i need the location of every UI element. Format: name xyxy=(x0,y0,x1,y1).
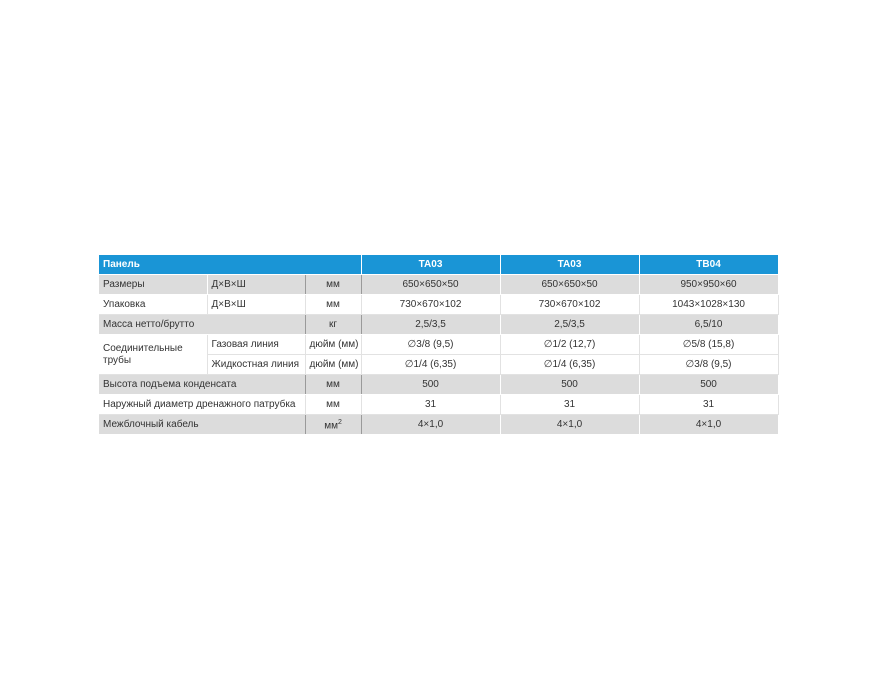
row-label: Масса нетто/брутто xyxy=(99,315,305,335)
table-row-dimensions xyxy=(99,275,778,295)
row-unit: мм xyxy=(305,275,361,295)
row-label: Наружный диаметр дренажного патрубка xyxy=(99,395,305,415)
row-sublabel: Д×В×Ш xyxy=(207,295,305,315)
header-row xyxy=(99,255,778,275)
row-sublabel: Газовая линия xyxy=(207,335,305,355)
value-cell: ∅1/2 (12,7) xyxy=(500,335,639,355)
unit-superscript: 2 xyxy=(337,418,342,426)
value-cell: ∅3/8 (9,5) xyxy=(639,355,778,375)
row-unit: мм xyxy=(305,375,361,395)
value-cell: 650×650×50 xyxy=(500,275,639,295)
value-cell: 31 xyxy=(500,395,639,415)
value-cell: ∅5/8 (15,8) xyxy=(639,335,778,355)
value-cell: 730×670×102 xyxy=(500,295,639,315)
table-row-drain xyxy=(99,395,778,415)
row-unit xyxy=(305,415,361,435)
value-cell: 950×950×60 xyxy=(639,275,778,295)
value-cell: 4×1,0 xyxy=(361,415,500,435)
model-header-2: TA03 xyxy=(500,255,639,275)
header-label: Панель xyxy=(99,255,361,275)
row-label: Размеры xyxy=(99,275,207,295)
value-cell: 6,5/10 xyxy=(639,315,778,335)
row-unit: мм xyxy=(305,295,361,315)
unit-text: мм xyxy=(324,420,338,432)
value-cell: 2,5/3,5 xyxy=(361,315,500,335)
row-unit: дюйм (мм) xyxy=(305,355,361,375)
value-cell: ∅1/4 (6,35) xyxy=(361,355,500,375)
value-cell: 500 xyxy=(639,375,778,395)
table-row-weight xyxy=(99,315,778,335)
row-label: Упаковка xyxy=(99,295,207,315)
row-label: Высота подъема конденсата xyxy=(99,375,305,395)
table-row-pipes-gas xyxy=(99,335,778,355)
model-header-1: TA03 xyxy=(361,255,500,275)
row-sublabel: Д×В×Ш xyxy=(207,275,305,295)
spec-table xyxy=(99,255,779,435)
value-cell: 500 xyxy=(361,375,500,395)
table-row-cable xyxy=(99,415,778,435)
model-header-3: TB04 xyxy=(639,255,778,275)
value-cell: 500 xyxy=(500,375,639,395)
value-cell: 1043×1028×130 xyxy=(639,295,778,315)
row-unit: мм xyxy=(305,395,361,415)
row-label: Межблочный кабель xyxy=(99,415,305,435)
row-label: Соединительные трубы xyxy=(99,335,207,375)
table-row-lift xyxy=(99,375,778,395)
value-cell: ∅1/4 (6,35) xyxy=(500,355,639,375)
value-cell: 2,5/3,5 xyxy=(500,315,639,335)
value-cell: 31 xyxy=(361,395,500,415)
table-row-package xyxy=(99,295,778,315)
value-cell: 31 xyxy=(639,395,778,415)
row-unit: дюйм (мм) xyxy=(305,335,361,355)
row-sublabel: Жидкостная линия xyxy=(207,355,305,375)
value-cell: 4×1,0 xyxy=(639,415,778,435)
value-cell: ∅3/8 (9,5) xyxy=(361,335,500,355)
value-cell: 730×670×102 xyxy=(361,295,500,315)
row-unit: кг xyxy=(305,315,361,335)
value-cell: 4×1,0 xyxy=(500,415,639,435)
value-cell: 650×650×50 xyxy=(361,275,500,295)
